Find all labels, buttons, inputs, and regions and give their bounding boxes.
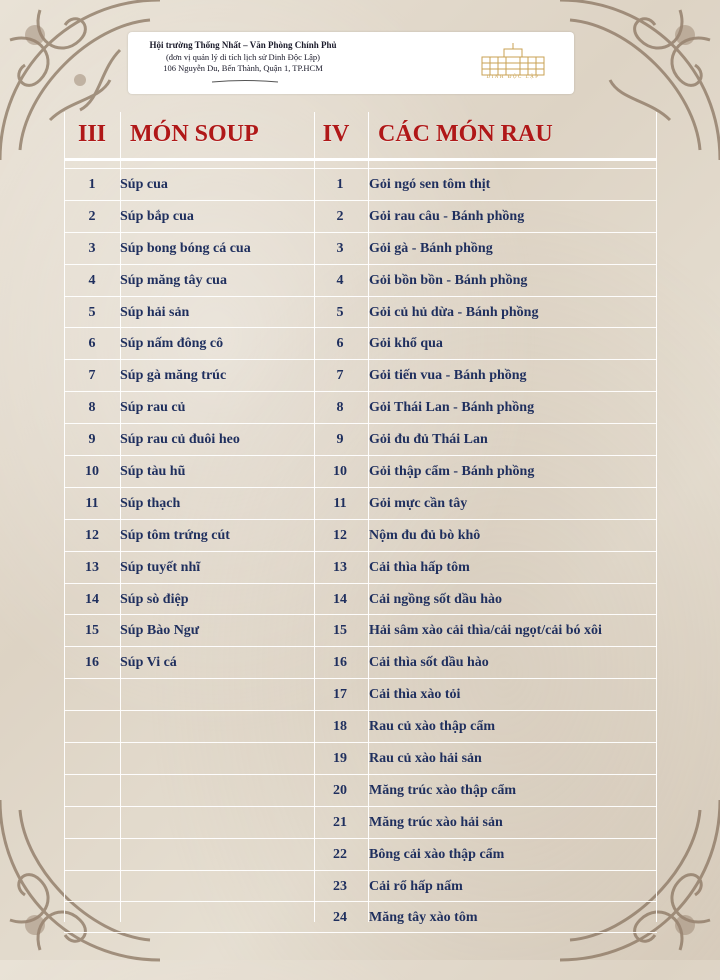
soup-item-name: Súp Bào Ngư bbox=[120, 623, 200, 639]
vegetable-item-name: Rau củ xào thập cẩm bbox=[369, 719, 496, 735]
divider-flourish bbox=[210, 79, 280, 84]
soup-item-number: 4 bbox=[88, 272, 96, 288]
vegetable-item-name: Gỏi đu đủ Thái Lan bbox=[369, 432, 488, 448]
vegetable-item-name: Hải sâm xào cải thìa/cải ngọt/cải bó xôi bbox=[369, 623, 602, 639]
table-row bbox=[64, 870, 657, 902]
soup-item-name: Súp tôm trứng cút bbox=[120, 527, 230, 543]
org-subtitle: (đơn vị quản lý di tích lịch sử Dinh Độc Lập) bbox=[165, 52, 321, 62]
soup-item-name: Súp gà măng trúc bbox=[120, 368, 227, 384]
soup-item-name: Súp tuyết nhĩ bbox=[120, 559, 201, 575]
soup-item-name: Súp hải sản bbox=[120, 304, 190, 320]
section-title-left: MÓN SOUP bbox=[130, 121, 259, 147]
vegetable-item-name: Gỏi khổ qua bbox=[369, 336, 443, 352]
table-row bbox=[64, 232, 657, 264]
vegetable-item-name: Cải thìa sốt dầu hào bbox=[369, 655, 489, 671]
soup-item-number: 10 bbox=[85, 464, 99, 480]
soup-item-name: Súp bong bóng cá cua bbox=[120, 240, 251, 256]
table-row bbox=[64, 391, 657, 423]
vegetable-item-number: 5 bbox=[336, 304, 344, 320]
table-row bbox=[64, 487, 657, 519]
vegetable-item-number: 10 bbox=[333, 464, 347, 480]
table-row bbox=[64, 327, 657, 359]
soup-item-name: Súp bắp cua bbox=[120, 208, 194, 224]
vegetable-item-number: 2 bbox=[336, 208, 344, 224]
vegetable-item-number: 11 bbox=[333, 495, 347, 511]
vegetable-item-number: 9 bbox=[336, 432, 344, 448]
logo-text: DINH ĐỘC LẬP bbox=[486, 75, 540, 80]
vegetable-item-name: Gỏi rau câu - Bánh phồng bbox=[369, 208, 525, 224]
vegetable-item-number: 8 bbox=[336, 400, 344, 416]
section-number-right: IV bbox=[322, 121, 350, 147]
table-row bbox=[64, 296, 657, 328]
vegetable-item-number: 6 bbox=[336, 336, 344, 352]
vegetable-item-name: Gỏi thập cẩm - Bánh phồng bbox=[369, 464, 535, 480]
table-row bbox=[64, 583, 657, 615]
table-row bbox=[64, 614, 657, 646]
soup-item-name: Súp rau củ bbox=[120, 400, 186, 416]
vegetable-item-name: Cải ngồng sốt dầu hào bbox=[369, 591, 503, 607]
vegetable-item-number: 7 bbox=[336, 368, 344, 384]
vegetable-item-name: Gỏi bồn bồn - Bánh phồng bbox=[369, 272, 528, 288]
vegetable-item-number: 14 bbox=[333, 591, 347, 607]
table-row bbox=[64, 551, 657, 583]
vegetable-item-number: 13 bbox=[333, 559, 347, 575]
vegetable-item-number: 21 bbox=[333, 814, 347, 830]
section-title-right: CÁC MÓN RAU bbox=[378, 121, 553, 147]
vegetable-item-name: Gỏi Thái Lan - Bánh phồng bbox=[369, 400, 535, 416]
soup-item-number: 13 bbox=[85, 559, 99, 575]
soup-item-number: 16 bbox=[85, 655, 99, 671]
vegetable-item-number: 18 bbox=[333, 719, 347, 735]
table-row bbox=[64, 774, 657, 806]
vegetable-item-name: Bông cải xào thập cẩm bbox=[369, 846, 505, 862]
soup-item-number: 15 bbox=[85, 623, 99, 639]
menu-rows bbox=[64, 168, 657, 933]
soup-item-name: Súp cua bbox=[120, 177, 168, 192]
vegetable-item-name: Rau củ xào hải sản bbox=[369, 751, 482, 767]
header-divider bbox=[64, 158, 657, 161]
vegetable-item-number: 12 bbox=[333, 527, 347, 543]
vegetable-item-number: 3 bbox=[336, 240, 344, 256]
table-row bbox=[64, 455, 657, 487]
vegetable-item-name: Măng trúc xào thập cẩm bbox=[369, 782, 516, 798]
soup-item-name: Súp Vi cá bbox=[120, 655, 177, 671]
vegetable-item-name: Nộm đu đủ bò khô bbox=[369, 527, 481, 543]
table-row bbox=[64, 838, 657, 870]
vegetable-item-name: Cải rổ hấp nấm bbox=[369, 878, 463, 894]
vegetable-item-number: 4 bbox=[336, 272, 344, 288]
table-row bbox=[64, 742, 657, 774]
vegetable-item-number: 22 bbox=[333, 846, 347, 862]
vegetable-item-name: Gỏi mực cần tây bbox=[369, 495, 468, 511]
soup-item-number: 6 bbox=[88, 336, 96, 352]
soup-item-number: 7 bbox=[88, 368, 96, 384]
vegetable-item-number: 15 bbox=[333, 623, 347, 639]
table-row bbox=[64, 806, 657, 838]
soup-item-name: Súp thạch bbox=[120, 495, 181, 511]
vegetable-item-name: Gỏi tiến vua - Bánh phồng bbox=[369, 368, 527, 384]
soup-item-name: Súp sò điệp bbox=[120, 591, 189, 607]
soup-item-number: 11 bbox=[85, 495, 99, 511]
soup-item-number: 14 bbox=[85, 591, 99, 607]
table-row bbox=[64, 200, 657, 232]
soup-item-number: 9 bbox=[88, 432, 96, 448]
vegetable-item-name: Gỏi gà - Bánh phồng bbox=[369, 240, 493, 256]
soup-item-name: Súp măng tây cua bbox=[120, 272, 227, 288]
org-address: 106 Nguyễn Du, Bến Thành, Quận 1, TP.HCM bbox=[163, 63, 323, 73]
section-number-left: III bbox=[77, 121, 107, 147]
soup-item-name: Súp tàu hũ bbox=[120, 464, 186, 480]
vegetable-item-number: 24 bbox=[333, 910, 347, 926]
vegetable-item-number: 23 bbox=[333, 878, 347, 894]
vegetable-item-name: Gỏi ngó sen tôm thịt bbox=[369, 177, 491, 192]
table-row bbox=[64, 264, 657, 296]
soup-item-number: 12 bbox=[85, 527, 99, 543]
soup-item-number: 5 bbox=[88, 304, 96, 320]
soup-item-name: Súp rau củ đuôi heo bbox=[120, 432, 240, 448]
table-row bbox=[64, 678, 657, 710]
table-row bbox=[64, 519, 657, 551]
vegetable-item-number: 1 bbox=[336, 177, 344, 192]
soup-item-name: Súp nấm đông cô bbox=[120, 336, 224, 352]
vegetable-item-name: Gỏi củ hủ dừa - Bánh phồng bbox=[369, 304, 539, 320]
table-row bbox=[64, 901, 657, 933]
vegetable-item-name: Cải thìa xào tỏi bbox=[369, 687, 461, 703]
vegetable-item-name: Cải thìa hấp tôm bbox=[369, 559, 470, 575]
vegetable-item-number: 19 bbox=[333, 751, 347, 767]
table-row bbox=[64, 359, 657, 391]
vegetable-item-number: 17 bbox=[333, 687, 347, 703]
soup-item-number: 2 bbox=[88, 208, 96, 224]
vegetable-item-number: 20 bbox=[333, 782, 347, 798]
vegetable-item-name: Măng tây xào tôm bbox=[369, 910, 478, 926]
table-row bbox=[64, 168, 657, 200]
table-row bbox=[64, 710, 657, 742]
vegetable-item-number: 16 bbox=[333, 655, 347, 671]
vegetable-item-name: Măng trúc xào hải sản bbox=[369, 814, 503, 830]
table-row bbox=[64, 646, 657, 678]
soup-item-number: 1 bbox=[88, 177, 96, 192]
menu-table bbox=[64, 112, 657, 926]
table-row bbox=[64, 423, 657, 455]
org-name: Hội trường Thống Nhất – Văn Phòng Chính Phủ bbox=[149, 40, 337, 50]
header-card bbox=[128, 32, 574, 94]
soup-item-number: 3 bbox=[88, 240, 96, 256]
soup-item-number: 8 bbox=[88, 400, 96, 416]
